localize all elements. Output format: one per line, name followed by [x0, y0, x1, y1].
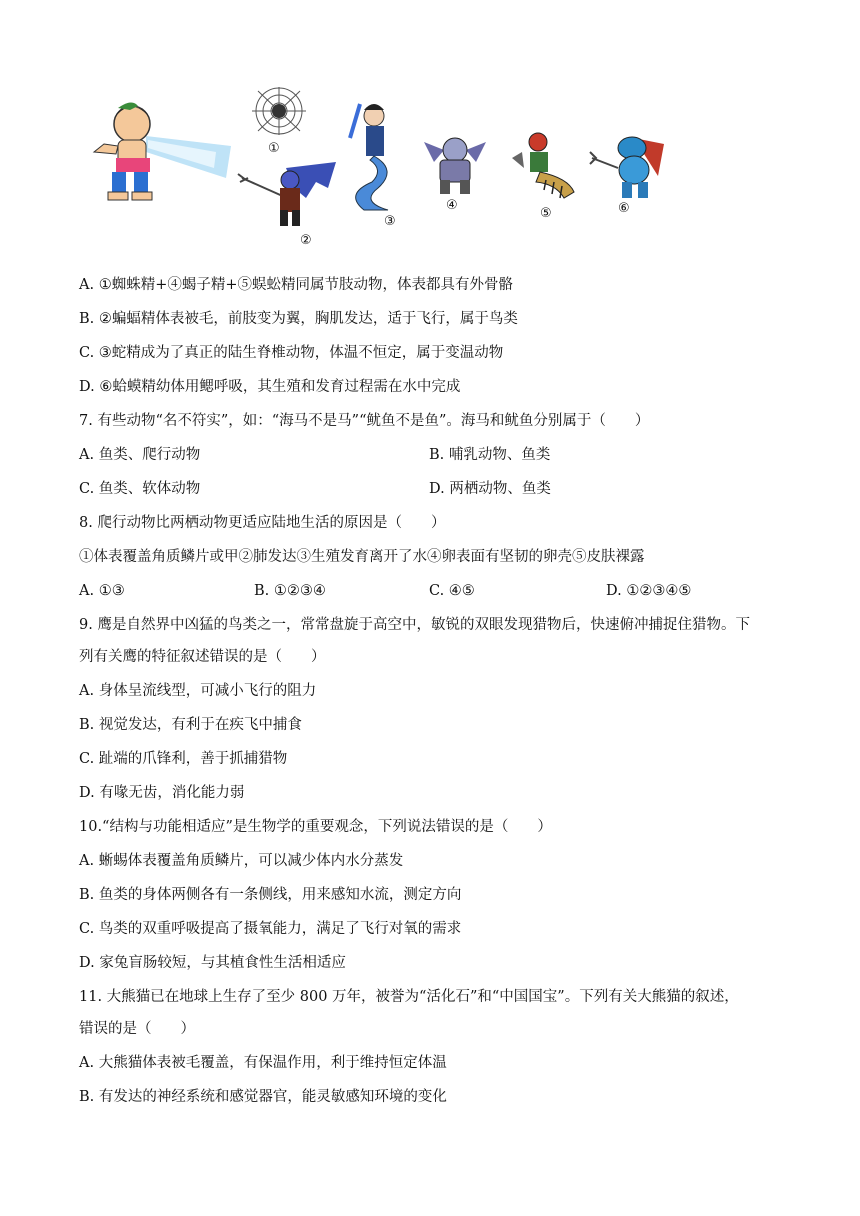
q11-stem-line2: 错误的是（ ） [79, 1021, 195, 1037]
label-6: ⑥ [618, 201, 630, 216]
label-4: ④ [446, 198, 458, 213]
label-1: ① [268, 141, 280, 156]
q8-stem: 8. 爬行动物比两栖动物更适应陆地生活的原因是（ ） [79, 515, 446, 531]
q8-option-d: D. ①②③④⑤ [606, 583, 692, 599]
q6-option-a: A. ①蜘蛛精+④蝎子精+⑤蜈蚣精同属节肢动物，体表都具有外骨骼 [79, 277, 513, 293]
q9-stem-line2: 列有关鹰的特征叙述错误的是（ ） [79, 649, 326, 665]
q9-option-b: B. 视觉发达，有利于在疾飞中捕食 [79, 717, 302, 733]
q11-stem-line1: 11. 大熊猫已在地球上生存了至少 800 万年，被誉为“活化石”和“中国国宝”。下列有关大熊猫的叙述， [79, 989, 739, 1005]
label-5: ⑤ [540, 206, 552, 221]
q9-stem-line1: 9. 鹰是自然界中凶猛的鸟类之一，常常盘旋于高空中，敏锐的双眼发现猎物后，快速俯冲捕捉住猎物。下 [79, 617, 750, 633]
q6-option-c: C. ③蛇精成为了真正的陆生脊椎动物，体温不恒定，属于变温动物 [79, 345, 504, 361]
spider-illustration [246, 83, 312, 139]
q10-stem: 10.“结构与功能相适应”是生物学的重要观念，下列说法错误的是（ ） [79, 819, 552, 835]
q9-option-a: A. 身体呈流线型，可减小飞行的阻力 [79, 683, 317, 699]
q11-option-a: A. 大熊猫体表被毛覆盖，有保温作用，利于维持恒定体温 [79, 1055, 447, 1071]
q10-option-c: C. 鸟类的双重呼吸提高了摄氧能力，满足了飞行对氧的需求 [79, 921, 462, 937]
q7-option-a: A. 鱼类、爬行动物 [79, 447, 201, 463]
q10-option-d: D. 家兔盲肠较短，与其植食性生活相适应 [79, 955, 346, 971]
q10-option-a: A. 蜥蜴体表覆盖角质鳞片，可以减少体内水分蒸发 [79, 853, 404, 869]
label-3: ③ [384, 214, 396, 229]
q8-option-a: A. ①③ [79, 583, 125, 599]
q6-option-d: D. ⑥蛤蟆精幼体用鳃呼吸，其生殖和发育过程需在水中完成 [79, 379, 461, 395]
q6-option-b: B. ②蝙蝠精体表被毛，前肢变为翼，胸肌发达，适于飞行，属于鸟类 [79, 311, 518, 327]
q7-stem: 7. 有些动物“名不符实”，如：“海马不是马”“鱿鱼不是鱼”。海马和鱿鱼分别属于（ ） [79, 413, 650, 429]
q7-option-c: C. 鱼类、软体动物 [79, 481, 201, 497]
q9-option-c: C. 趾端的爪锋利，善于抓捕猎物 [79, 751, 288, 767]
q8-items: ①体表覆盖角质鳞片或甲②肺发达③生殖发育离开了水④卵表面有坚韧的卵壳⑤皮肤裸露 [79, 549, 645, 565]
q9-option-d: D. 有喙无齿，消化能力弱 [79, 785, 245, 801]
q10-option-b: B. 鱼类的身体两侧各有一条侧线，用来感知水流，测定方向 [79, 887, 462, 903]
q7-option-b: B. 哺乳动物、鱼类 [429, 447, 551, 463]
toad-demon-illustration [588, 128, 670, 204]
centipede-demon-illustration [508, 128, 580, 204]
calabash-boy-illustration [86, 96, 234, 204]
label-2: ② [300, 233, 312, 248]
q8-option-b: B. ①②③④ [254, 583, 326, 599]
q8-option-c: C. ④⑤ [429, 583, 475, 599]
q11-option-b: B. 有发达的神经系统和感觉器官，能灵敏感知环境的变化 [79, 1089, 447, 1105]
scorpion-demon-illustration [414, 132, 496, 198]
bat-demon-illustration [236, 158, 340, 232]
q7-option-d: D. 两栖动物、鱼类 [429, 481, 551, 497]
snake-demon-illustration [344, 98, 410, 214]
